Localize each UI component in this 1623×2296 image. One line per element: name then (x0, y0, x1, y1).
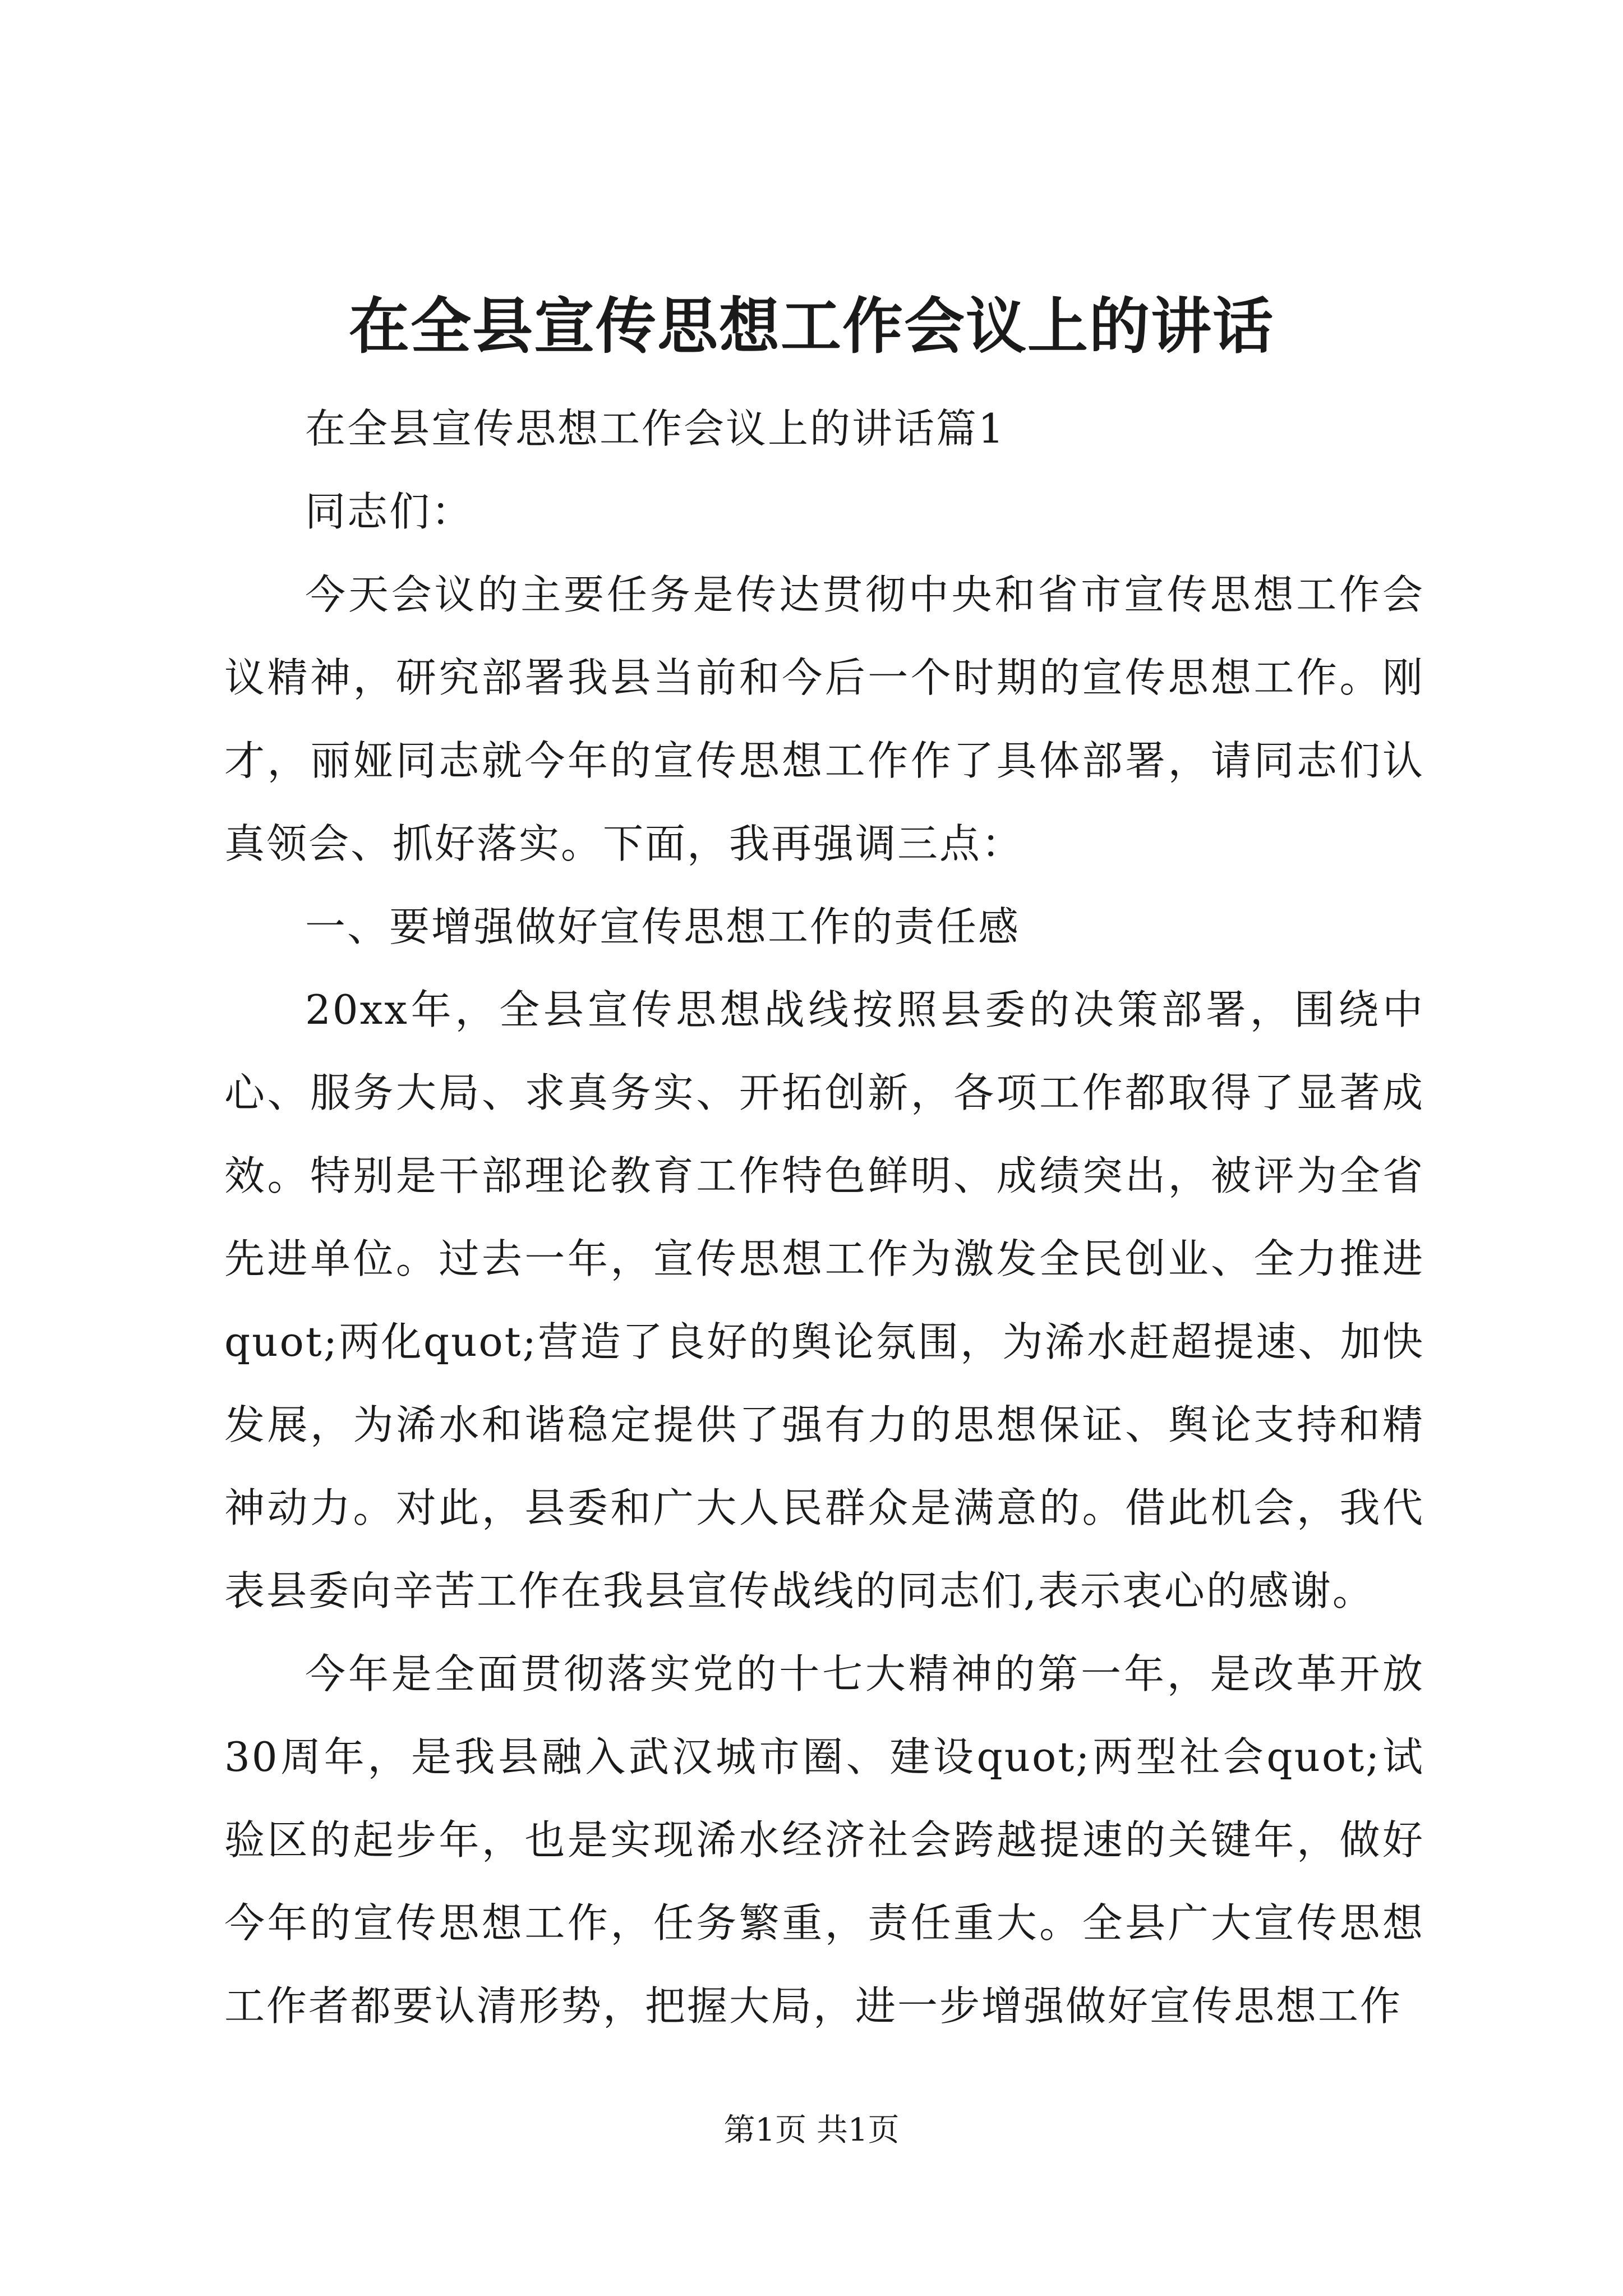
body-paragraph: 今天会议的主要任务是传达贯彻中央和省市宣传思想工作会议精神，研究部署我县当前和今后一个时期的宣传思想工作。刚才，丽娅同志就今年的宣传思想工作作了具体部署，请同志们认真领会、抓好落实。下面，我再强调三点： (224, 571, 1424, 867)
page-number-footer: 第1页 共1页 (723, 2112, 900, 2148)
section-heading: 一、要增强做好宣传思想工作的责任感 (305, 903, 1021, 950)
subtitle-paragraph: 在全县宣传思想工作会议上的讲话篇1 (305, 405, 1006, 452)
body-paragraph: 20xx年，全县宣传思想战线按照县委的决策部署，围绕中心、服务大局、求真务实、开拓创新，各项工作都取得了显著成效。特别是干部理论教育工作特色鲜明、成绩突出，被评为全省先进单位。过去一年，宣传思想工作为激发全民创业、全力推进quot;两化quot;营造了良好的舆论氛围，为浠水赶超提速、加快发展，为浠水和谐稳定提供了强有力的思想保证、舆论支持和精神动力。对此，县委和广大人民群众是满意的。借此机会，我代表县委向辛苦工作在我县宣传战线的同志们,表示衷心的感谢。 (224, 986, 1424, 1614)
document-body (224, 387, 1424, 2047)
document-title: 在全县宣传思想工作会议上的讲话 (348, 291, 1274, 362)
salutation-paragraph: 同志们： (305, 488, 474, 535)
body-paragraph: 今年是全面贯彻落实党的十七大精神的第一年，是改革开放30周年，是我县融入武汉城市圈、建设quot;两型社会quot;试验区的起步年，也是实现浠水经济社会跨越提速的关键年，做好今年的宣传思想工作，任务繁重，责任重大。全县广大宣传思想工作者都要认清形势，把握大局，进一步增强做好宣传思想工作 (224, 1650, 1424, 2030)
